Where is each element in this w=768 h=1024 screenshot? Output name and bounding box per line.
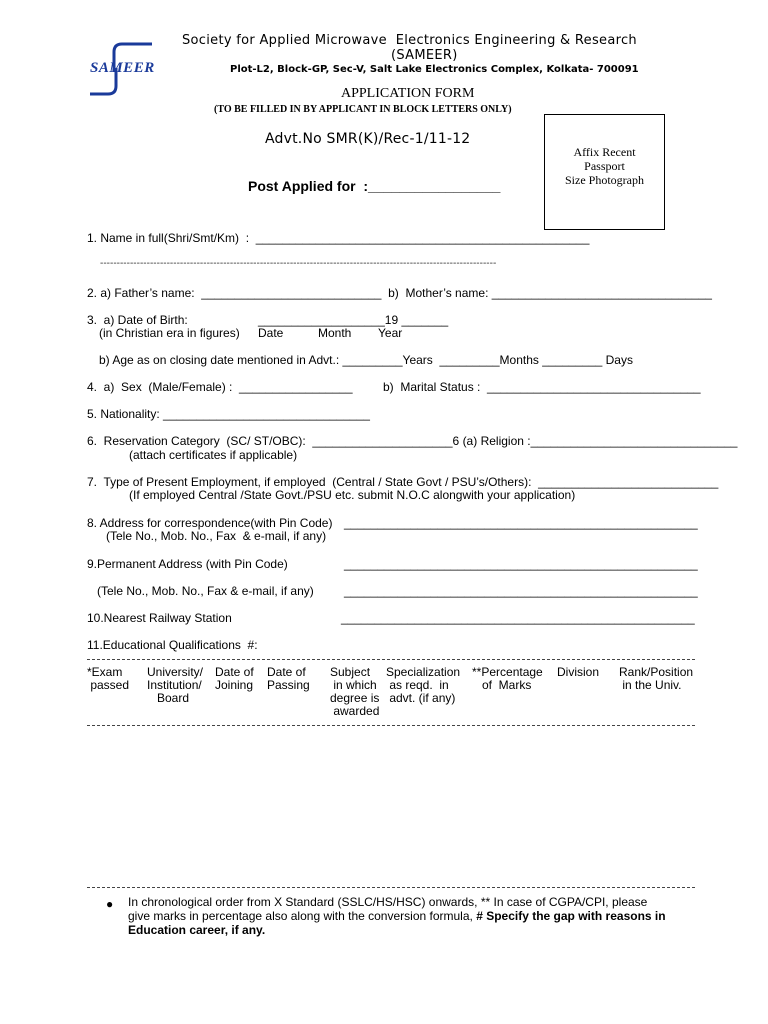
photo-line-2: Passport [584,159,625,173]
photo-line-1: Affix Recent [573,145,636,159]
col-header-subject: Subject in which degree is awarded [330,665,380,718]
name-field-continuation[interactable]: ----------------------------------------------------------------------------------------------------------------------- [100,258,497,269]
railway-station-label: 10.Nearest Railway Station [87,611,232,625]
org-name: Society for Applied Microwave Electronics Engineering & Research [182,33,637,48]
logo-text: SAMEER [90,60,155,76]
footnote [128,895,668,937]
parents-name-field[interactable]: 2. a) Father’s name: ___________________________ b) Mother’s name: _________________________________ [87,286,712,300]
permanent-contact-label: (Tele No., Mob. No., Fax & e-mail, if any) [97,584,314,598]
permanent-address-field[interactable]: _____________________________________________________ [344,557,698,571]
photo-line-3: Size Photograph [565,173,644,187]
dob-sublabel: (in Christian era in figures) [99,326,240,340]
form-subtitle: (TO BE FILLED IN BY APPLICANT IN BLOCK LETTERS ONLY) [214,104,512,115]
form-title: APPLICATION FORM [341,86,475,101]
education-entry-area[interactable] [87,728,695,884]
name-field[interactable]: 1. Name in full(Shri/Smt/Km) : __________________________________________________ [87,231,590,245]
col-header-division: Division [557,665,600,679]
permanent-address-label: 9.Permanent Address (with Pin Code) [87,557,288,571]
reservation-religion-field[interactable]: 6. Reservation Category (SC/ ST/OBC): _____________________6 (a) Religion :_______________________________ [87,434,738,448]
col-header-percentage: **Percentage of Marks [472,665,543,692]
col-header-specialization: Specialization as reqd. in advt. (if any) [386,665,461,705]
col-header-date-joining: Date of Joining [215,665,254,692]
dob-date-label: Date [258,326,284,340]
photo-instruction [545,145,664,187]
col-header-rank: Rank/Position in the Univ. [619,665,694,692]
reservation-sublabel: (attach certificates if applicable) [129,448,298,462]
table-top-rule [87,659,695,660]
dob-field[interactable]: ___________________19 _______ [258,313,449,327]
org-abbr: (SAMEER) [391,48,458,63]
col-header-university: University/ Institution/ Board [147,665,204,705]
dob-year-label: Year [378,326,403,340]
permanent-contact-field[interactable]: _____________________________________________________ [344,584,698,598]
correspondence-address-field[interactable]: _____________________________________________________ [344,516,698,530]
railway-station-field[interactable]: _____________________________________________________ [341,611,695,625]
col-header-exam: *Exam passed [87,665,130,692]
dob-label: 3. a) Date of Birth: [87,313,188,327]
col-header-date-passing: Date of Passing [267,665,310,692]
dob-month-label: Month [318,326,352,340]
footnote-bold-text: # Specify the gap with reasons in Education career, if any. [128,909,666,937]
sex-field[interactable]: 4. a) Sex (Male/Female) : _________________ [87,380,353,394]
marital-status-field[interactable]: b) Marital Status : ________________________________ [383,380,701,394]
employment-field[interactable]: 7. Type of Present Employment, if employed (Central / State Govt / PSU’s/Others): ___________________________ [87,475,719,489]
employment-sublabel: (If employed Central /State Govt./PSU etc. submit N.O.C alongwith your application) [129,488,576,502]
bullet-icon: ● [106,897,114,911]
footnote-text: In chronological order from X Standard (SSLC/HS/HSC) onwards, ** In case of CGPA/CPI, please give marks in percentage also along with the conversion formula, [128,895,648,923]
correspondence-address-label: 8. Address for correspondence(with Pin Code) [87,516,333,530]
advt-number: Advt.No SMR(K)/Rec-1/11-12 [265,131,471,147]
post-applied-field[interactable]: Post Applied for :_________________ [248,178,501,194]
education-label: 11.Educational Qualifications #: [87,638,258,652]
correspondence-contact-sublabel: (Tele No., Mob. No., Fax & e-mail, if any) [106,529,327,543]
nationality-field[interactable]: 5. Nationality: _______________________________ [87,407,370,421]
photo-box[interactable] [544,114,665,230]
table-header-rule [87,725,695,726]
org-address: Plot-L2, Block-GP, Sec-V, Salt Lake Electronics Complex, Kolkata- 700091 [230,64,639,75]
age-field[interactable]: b) Age as on closing date mentioned in Advt.: _________Years _________Months _________ Days [99,353,633,367]
table-bottom-rule [87,887,695,888]
